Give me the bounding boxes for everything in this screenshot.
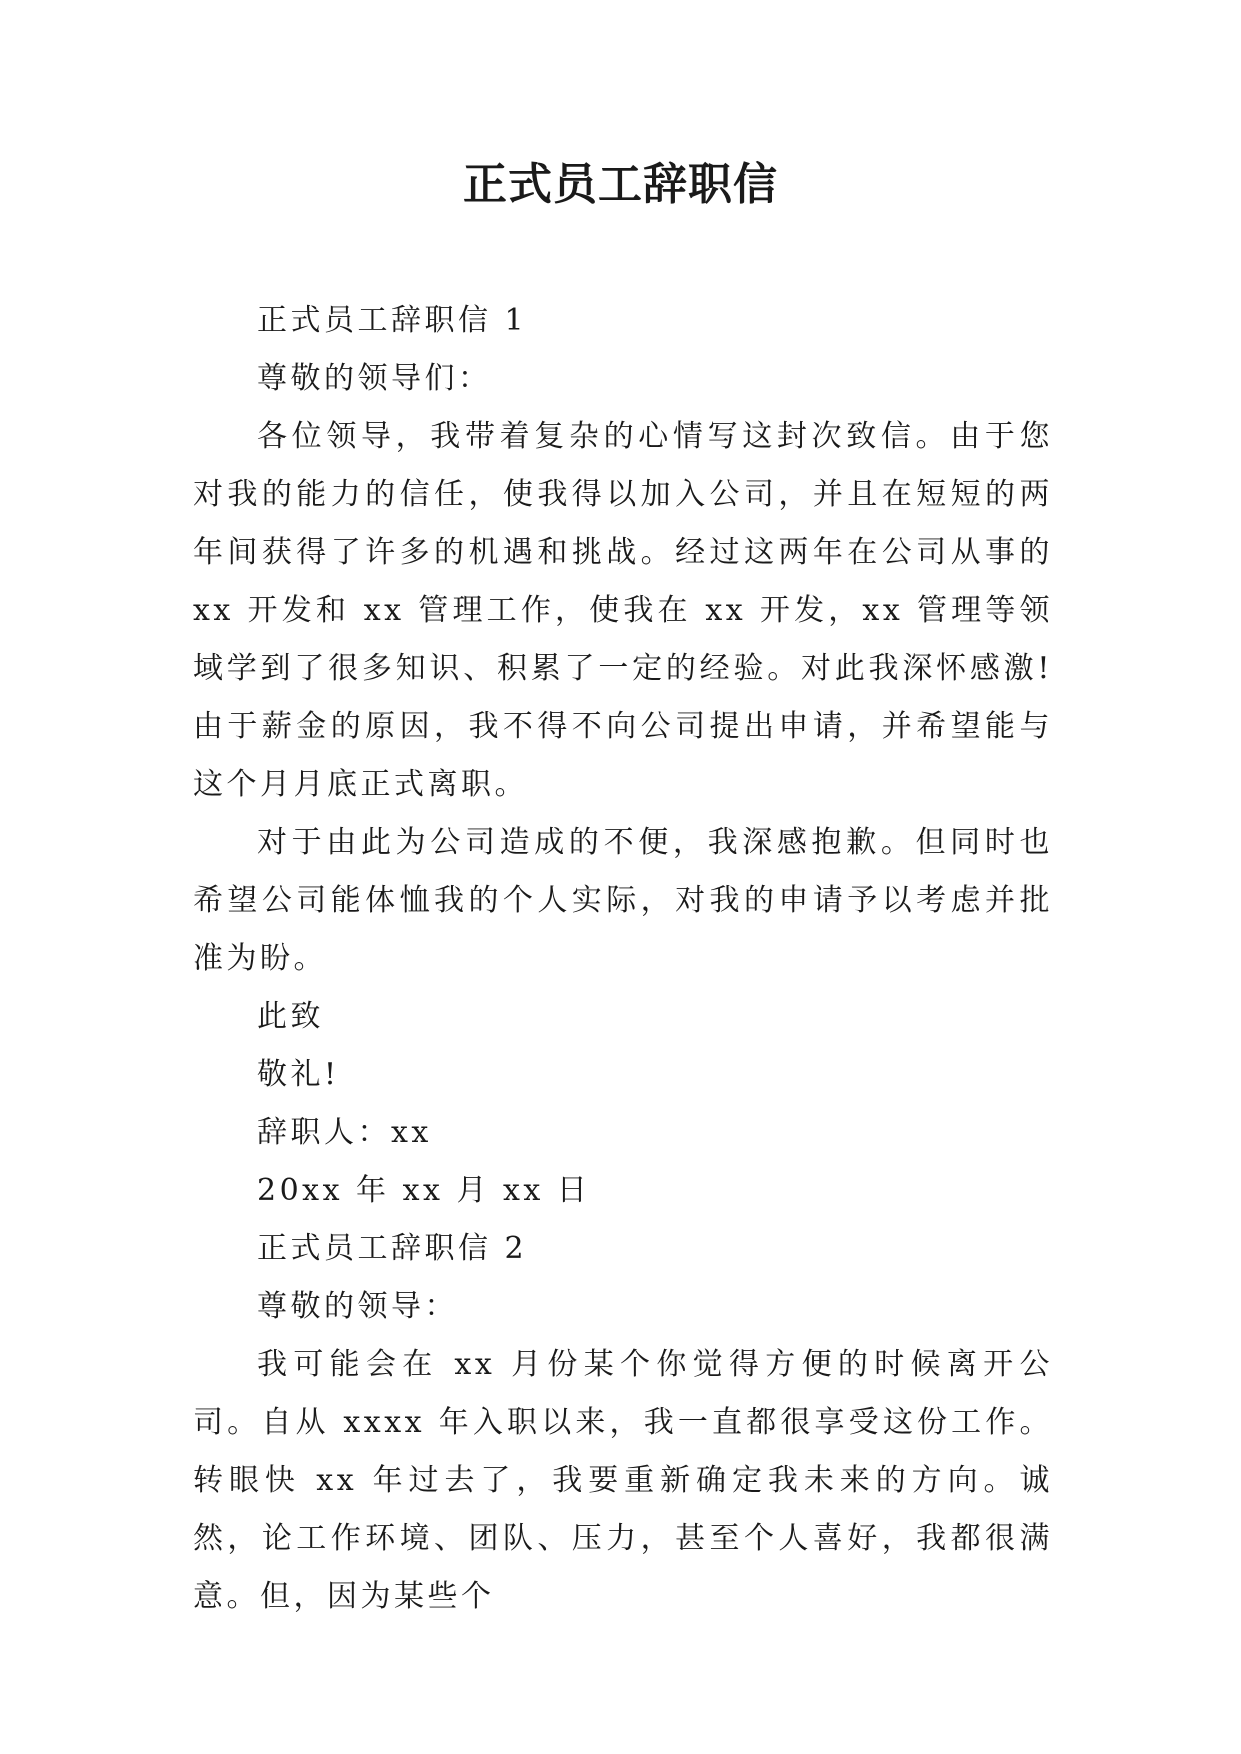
salutation-2: 尊敬的领导：: [257, 1289, 458, 1324]
document-body: [193, 292, 1053, 1626]
document-title: 正式员工辞职信: [463, 159, 778, 210]
closing-regards: 敬礼!: [257, 1057, 340, 1092]
body-paragraph: 各位领导，我带着复杂的心情写这封次致信。由于您对我的能力的信任，使我得以加入公司，并且在短短的两年间获得了许多的机遇和挑战。经过这两年在公司从事的 xx 开发和 xx 管理工作，使我在 xx 开发，xx 管理等领域学到了很多知识、积累了一定的经验。对此我深怀感激!由于薪金的原因，我不得不向公司提出申请，并希望能与这个月月底正式离职。: [193, 419, 1053, 802]
body-paragraph: 对于由此为公司造成的不便，我深感抱歉。但同时也希望公司能体恤我的个人实际，对我的申请予以考虑并批准为盼。: [193, 825, 1053, 976]
date-line: 20xx 年 xx 月 xx 日: [257, 1173, 591, 1208]
signature-line: 辞职人：xx: [257, 1115, 432, 1150]
closing-line: 此致: [257, 999, 324, 1034]
salutation-1: 尊敬的领导们：: [257, 361, 492, 396]
body-paragraph: 我可能会在 xx 月份某个你觉得方便的时候离开公司。自从 xxxx 年入职以来，我一直都很享受这份工作。转眼快 xx 年过去了，我要重新确定我未来的方向。诚然，论工作环境、团队、压力，甚至个人喜好，我都很满意。但，因为某些个: [193, 1347, 1053, 1614]
section-heading-2: 正式员工辞职信 2: [257, 1231, 528, 1266]
section-heading-1: 正式员工辞职信 1: [257, 303, 528, 338]
